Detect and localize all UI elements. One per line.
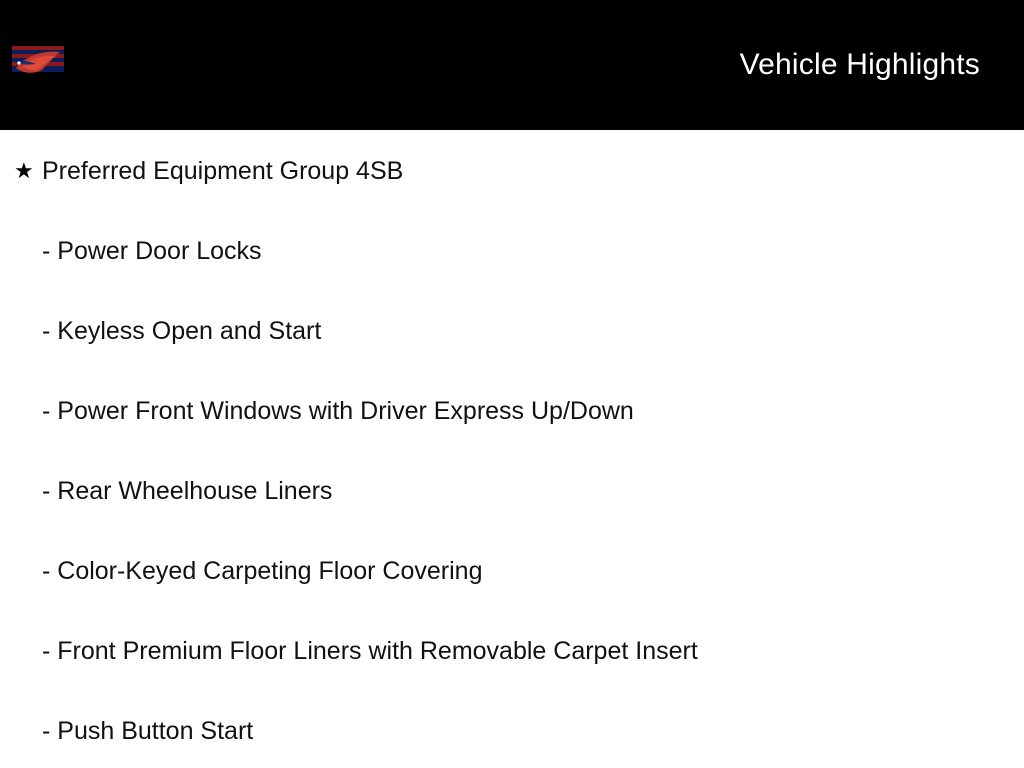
eagle-flag-logo-icon [8, 38, 138, 82]
list-item [0, 556, 1024, 586]
list-item-label: - Front Premium Floor Liners with Removable Carpet Insert [42, 637, 698, 665]
list-item-label: - Push Button Start [42, 717, 254, 745]
list-item [0, 636, 1024, 666]
star-icon: ★ [14, 158, 34, 183]
main-bullet-label: Preferred Equipment Group 4SB [42, 157, 404, 185]
page-title: Vehicle Highlights [739, 48, 980, 81]
list-item-label: - Rear Wheelhouse Liners [42, 477, 333, 505]
list-item [0, 316, 1024, 346]
list-item-label: - Color-Keyed Carpeting Floor Covering [42, 557, 483, 585]
list-item [0, 476, 1024, 506]
slide-header [0, 0, 1024, 130]
list-item-label: - Power Door Locks [42, 237, 262, 265]
list-item [0, 236, 1024, 266]
main-bullet-item [0, 156, 1024, 186]
slide-content [0, 156, 1024, 746]
list-item [0, 716, 1024, 746]
list-item-label: - Keyless Open and Start [42, 317, 322, 345]
list-item-label: - Power Front Windows with Driver Express Up/Down [42, 397, 634, 425]
list-item [0, 396, 1024, 426]
